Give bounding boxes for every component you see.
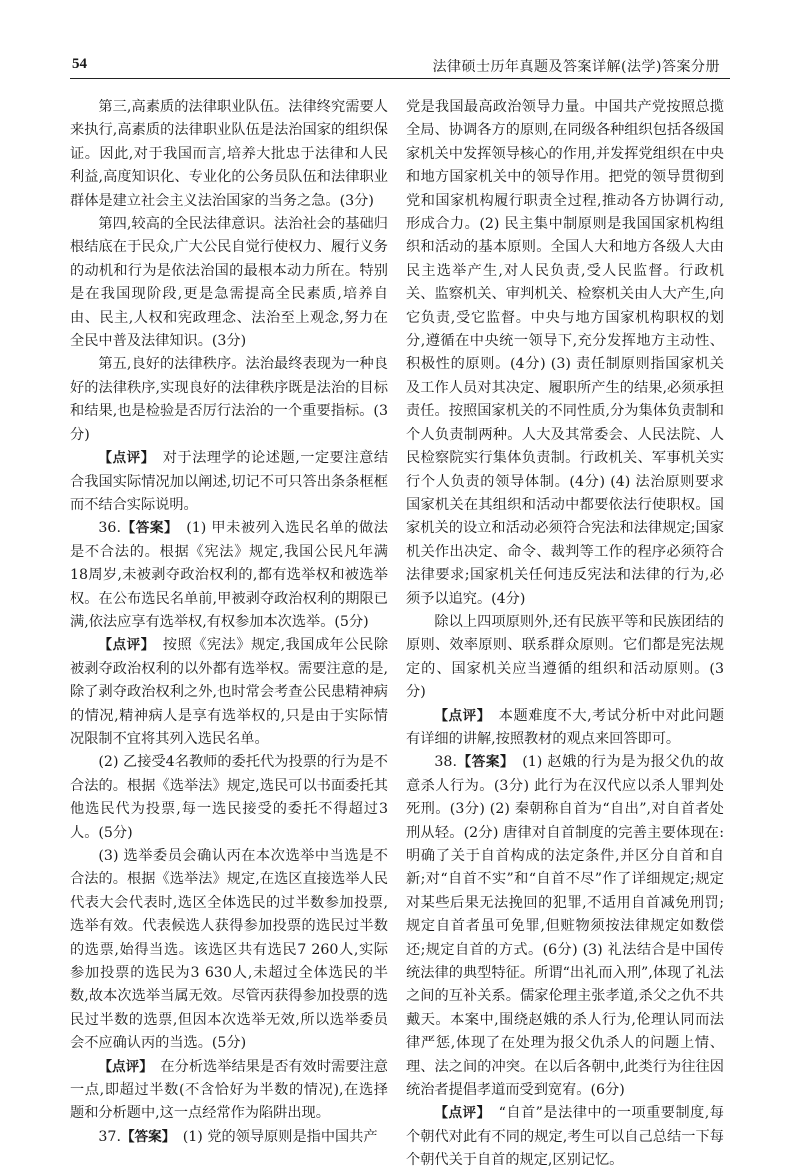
- paragraph-text: 第四,较高的全民法律意识。法治社会的基础归根结底在于民众,广大公民自觉行使权力、履行义务的动机和行为是依法治国的最根本动力所在。特别是在我国现阶段,更是急需提高全民素质,培养自由、民主,人权和宪政理念、法治至上观念,努力在全民中普及法律知识。(3分): [70, 216, 388, 350]
- paragraph-text: (1) 赵娥的行为是为报父仇的故意杀人行为。(3分) 此行为在汉代应以杀人罪判处死刑。(3分) (2) 秦朝称自首为“自出”,对自首者处刑从轻。(2分) 唐律对自首制度的完善主要体现在:明确了关于自首构成的法定条件,并区分自首和自新;对“自首不实”和“自首不尽”作了详细规定;规定对某些后果无法挽回的犯罪,不适用自首减免刑罚;规定自首者虽可免罪,但赃物须按法律规定如数偿还;规定自首的方式。(6分) (3) 礼法结合是中国传统法律的典型特征。所谓“出礼而入刑”,体现了礼法之间的互补关系。儒家伦理主张孝道,杀父之仇不共戴天。本案中,围绕赵娥的杀人行为,伦理认同而法律严惩,体现了在处理为报父仇杀人的问题上情、理、法之间的冲突。在以后各朝中,此类行为往往因统治者提倡孝道而受到宽宥。(6分): [406, 754, 724, 1099]
- section-tag: 【点评】: [98, 450, 149, 467]
- paragraph-text: “自首”是法律中的一项重要制度,每个朝代对此有不同的规定,考生可以自己总结一下每个朝代关于自首的规定,区别记忆。: [406, 1105, 724, 1169]
- commentary-paragraph: [70, 1126, 388, 1149]
- commentary-paragraph: [70, 1056, 388, 1126]
- question-number: 36.: [98, 520, 121, 537]
- body-paragraph: [70, 751, 388, 845]
- body-paragraph: [406, 96, 724, 611]
- paragraph-text: (3) 选举委员会确认丙在本次选举中当选是不合法的。根据《选举法》规定,在选区直接选举人民代表大会代表时,选区全体选民的过半数参加投票,选举有效。代表候选人获得参加投票的选民过半数的选票,始得当选。该选区共有选民7 260人,实际参加投票的选民为3 630人,未超过全体选民的半数,故本次选举当属无效。尽管丙获得参加投票的选民过半数的选票,但因本次选举无效,所以选举委员会不应确认丙的当选。(5分): [70, 848, 388, 1052]
- right-column: [406, 96, 724, 1173]
- paragraph-text: 本题难度不大,考试分析中对此问题有详细的讲解,按照教材的观点来回答即可。: [406, 707, 725, 747]
- section-tag: 【答案】: [120, 1128, 169, 1145]
- section-tag: 【点评】: [98, 637, 149, 654]
- body-paragraph: [406, 611, 724, 705]
- commentary-paragraph: [70, 634, 388, 751]
- paragraph-text: (1) 党的领导原则是指中国共产: [168, 1128, 378, 1145]
- body-paragraph: [70, 213, 388, 353]
- question-number: 38.: [434, 754, 457, 771]
- section-tag: 【答案】: [456, 754, 508, 771]
- commentary-paragraph: [406, 751, 724, 1102]
- question-number: 37.: [98, 1128, 121, 1145]
- commentary-paragraph: [70, 517, 388, 634]
- section-tag: 【点评】: [434, 707, 485, 724]
- section-tag: 【点评】: [98, 1058, 147, 1075]
- running-title: 法律硕士历年真题及答案详解(法学)答案分册: [432, 59, 720, 75]
- paragraph-text: 第五,良好的法律秩序。法治最终表现为一种良好的法律秩序,实现良好的法律秩序既是法治的目标和结果,也是检验是否厉行法治的一个重要指标。(3分): [70, 356, 388, 443]
- page-header: [70, 52, 730, 79]
- paragraph-text: 除以上四项原则外,还有民族平等和民族团结的原则、效率原则、联系群众原则。它们都是宪法规定的、国家机关应当遵循的组织和活动原则。(3分): [406, 613, 724, 701]
- commentary-paragraph: [406, 705, 724, 752]
- page-number: 54: [72, 56, 87, 72]
- body-paragraph: [70, 353, 388, 447]
- body-paragraph: [70, 845, 388, 1056]
- paragraph-text: (2) 乙接受4名教师的委托代为投票的行为是不合法的。根据《选举法》规定,选民可以书面委托其他选民代为投票,每一选民接受的委托不得超过3人。(5分): [70, 754, 388, 841]
- left-column: [70, 96, 388, 1149]
- body-paragraph: [70, 96, 388, 213]
- section-tag: 【点评】: [434, 1105, 484, 1122]
- paragraph-text: 对于法理学的论述题,一定要注意结合我国实际情况加以阐述,切记不可只答出条条框框而不结合实际说明。: [70, 450, 389, 513]
- paragraph-text: 党是我国最高政治领导力量。中国共产党按照总揽全局、协调各方的原则,在同级各种组织包括各级国家机关中发挥领导核心的作用,并发挥党组织在中央和地方国家机关中的领导作用。把党的领导贯彻到党和国家机构履行职责全过程,推动各方协调行动,形成合力。(2) 民主集中制原则是我国国家机构组织和活动的基本原则。全国人大和地方各级人大由民主选举产生,对人民负责,受人民监督。行政机关、监察机关、审判机关、检察机关由人大产生,向它负责,受它监督。中央与地方国家机构职权的划分,遵循在中央统一领导下,充分发挥地方主动性、积极性的原则。(4分) (3) 责任制原则指国家机关及工作人员对其决定、履职所产生的结果,必须承担责任。按照国家机关的不同性质,分为集体负责制和个人负责制两种。人大及其常委会、人民法院、人民检察院实行集体负责制。行政机关、军事机关实行个人负责的领导体制。(4分) (4) 法治原则要求国家机关在其组织和活动中都要依法行使职权。国家机关的设立和活动必须符合宪法和法律规定;国家机关作出决定、命令、裁判等工作的程序必须符合法律要求;国家机关任何违反宪法和法律的行为,必须予以追究。(4分): [406, 99, 724, 607]
- paragraph-text: 按照《宪法》规定,我国成年公民除被剥夺政治权利的以外都有选举权。需要注意的是,除了剥夺政治权利之外,也时常会考查公民患精神病的情况,精神病人是享有选举权的,只是由于实际情况限制不宜将其列入选民名单。: [70, 637, 389, 747]
- paragraph-text: 第三,高素质的法律职业队伍。法律终究需要人来执行,高素质的法律职业队伍是法治国家的组织保证。因此,对于我国而言,培养大批忠于法律和人民利益,高度知识化、专业化的公务员队伍和法律职业群体是建立社会主义法治国家的当务之急。(3分): [70, 99, 388, 209]
- commentary-paragraph: [70, 447, 388, 517]
- paragraph-text: (1) 甲未被列入选民名单的做法是不合法的。根据《宪法》规定,我国公民凡年满18周岁,未被剥夺政治权利的,都有选举权和被选举权。在公布选民名单前,甲被剥夺政治权利的期限已满,依法应享有选举权,有权参加本次选举。(5分): [70, 520, 388, 630]
- section-tag: 【答案】: [120, 520, 172, 537]
- commentary-paragraph: [406, 1102, 724, 1172]
- paragraph-text: 在分析选举结果是否有效时需要注意一点,即超过半数(不含恰好为半数的情况),在选择题和分析题中,这一点经常作为陷阱出现。: [70, 1058, 388, 1122]
